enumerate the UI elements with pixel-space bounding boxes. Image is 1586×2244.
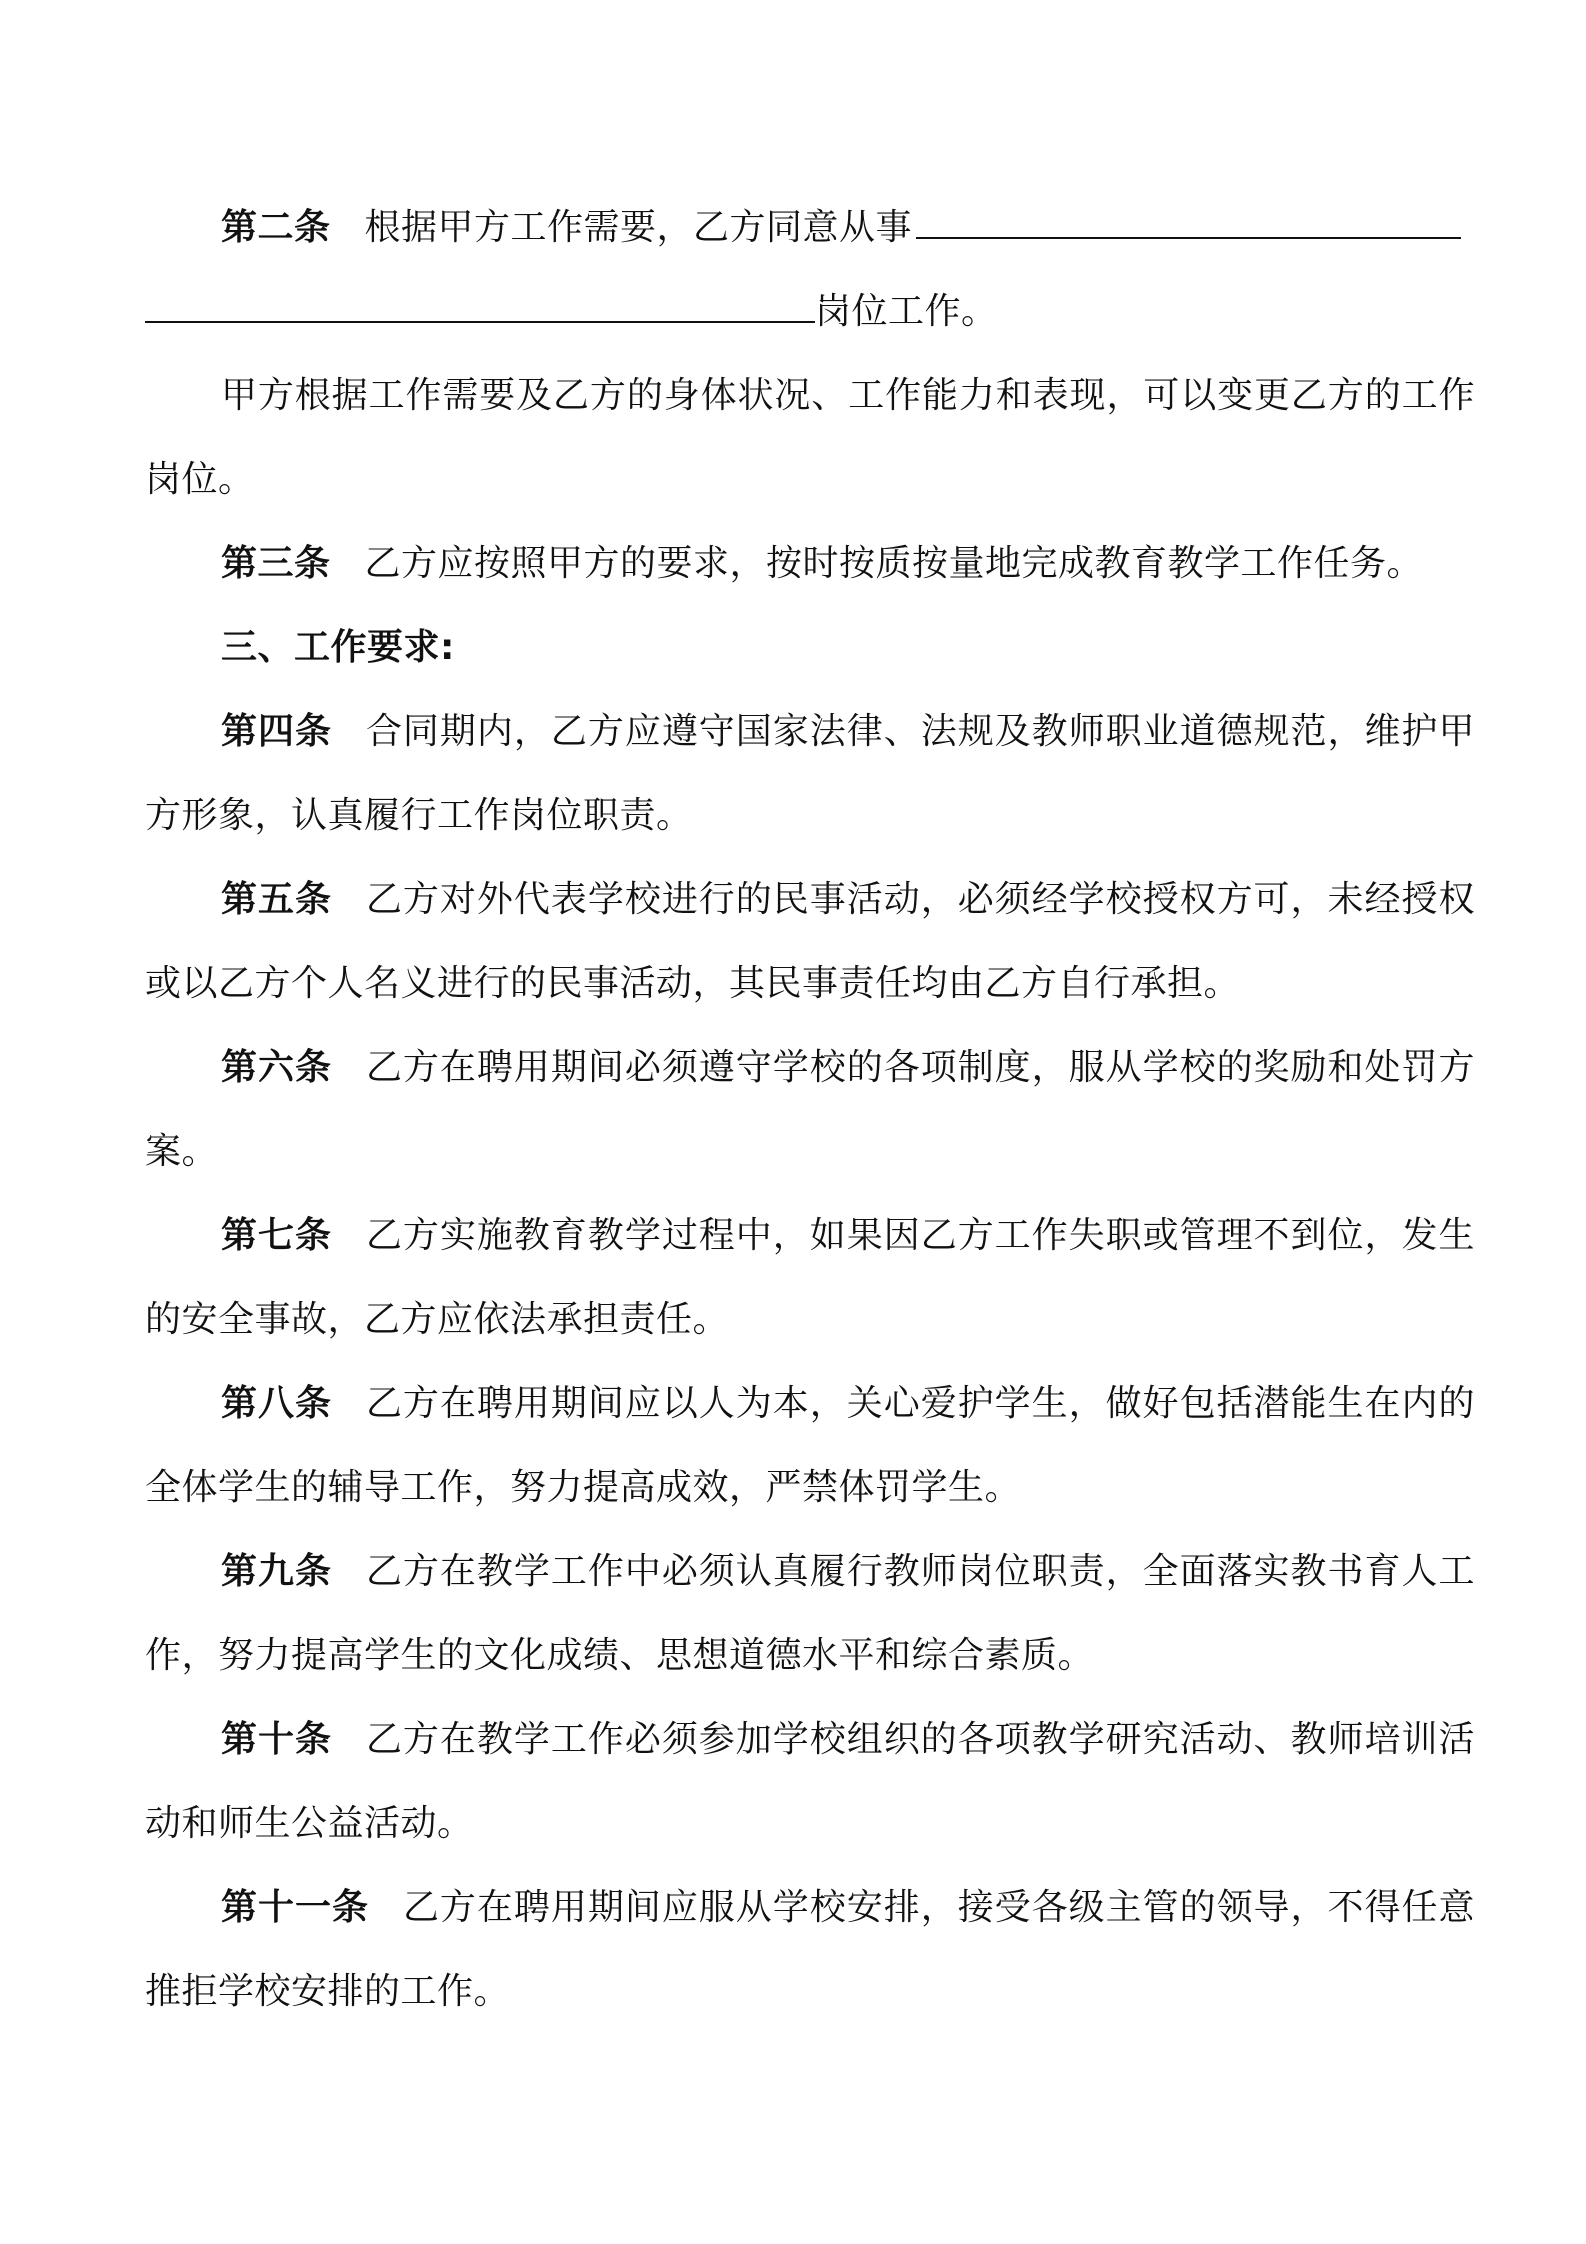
article-text: 乙方实施教育教学过程中，如果因乙方工作失职或管理不到位，发生的安全事故，乙方应依法承担责任。 xyxy=(145,1215,1475,1340)
article-number: 第十条 xyxy=(221,1719,332,1760)
article-number: 第十一条 xyxy=(221,1887,369,1928)
article-text: 乙方对外代表学校进行的民事活动，必须经学校授权方可，未经授权或以乙方个人名义进行的民事活动，其民事责任均由乙方自行承担。 xyxy=(145,879,1475,1004)
fill-in-blank-position-cont[interactable] xyxy=(145,285,815,323)
article-7 xyxy=(145,1194,1475,1362)
article-text: 乙方在教学工作必须参加学校组织的各项教学研究活动、教师培训活动和师生公益活动。 xyxy=(145,1719,1475,1844)
article-number: 第五条 xyxy=(221,879,332,920)
article-9 xyxy=(145,1530,1475,1698)
article-2 xyxy=(145,186,1475,354)
article-6 xyxy=(145,1026,1475,1194)
article-number: 第三条 xyxy=(221,543,331,584)
article-11 xyxy=(145,1866,1475,2034)
section-heading xyxy=(145,606,1475,690)
article-number: 第八条 xyxy=(221,1383,332,1424)
article-text: 合同期内，乙方应遵守国家法律、法规及教师职业道德规范，维护甲方形象，认真履行工作岗位职责。 xyxy=(145,711,1475,836)
article-4 xyxy=(145,690,1475,858)
article-number: 第七条 xyxy=(221,1215,332,1256)
article-text: 乙方在聘用期间应服从学校安排，接受各级主管的领导，不得任意推拒学校安排的工作。 xyxy=(145,1887,1475,2012)
article-text: 根据甲方工作需要，乙方同意从事 xyxy=(364,207,913,248)
article-number: 第二条 xyxy=(221,207,331,248)
article-text: 乙方应按照甲方的要求，按时按质按量地完成教育教学工作任务。 xyxy=(364,543,1424,584)
article-number: 第九条 xyxy=(221,1551,332,1592)
article-3 xyxy=(145,522,1475,606)
article-5 xyxy=(145,858,1475,1026)
article-2-paragraph xyxy=(145,354,1475,522)
article-8 xyxy=(145,1362,1475,1530)
article-text: 乙方在聘用期间应以人为本，关心爱护学生，做好包括潜能生在内的全体学生的辅导工作，努力提高成效，严禁体罚学生。 xyxy=(145,1383,1475,1508)
article-10 xyxy=(145,1698,1475,1866)
fill-in-blank-position[interactable] xyxy=(916,201,1461,239)
article-text: 岗位工作。 xyxy=(815,291,998,332)
article-number: 第六条 xyxy=(221,1047,332,1088)
paragraph-text: 甲方根据工作需要及乙方的身体状况、工作能力和表现，可以变更乙方的工作岗位。 xyxy=(145,375,1475,500)
article-text: 乙方在教学工作中必须认真履行教师岗位职责，全面落实教书育人工作，努力提高学生的文化成绩、思想道德水平和综合素质。 xyxy=(145,1551,1475,1676)
section-heading-text: 三、工作要求: xyxy=(221,627,455,668)
article-number: 第四条 xyxy=(221,711,332,752)
article-text: 乙方在聘用期间必须遵守学校的各项制度，服从学校的奖励和处罚方案。 xyxy=(145,1047,1475,1172)
